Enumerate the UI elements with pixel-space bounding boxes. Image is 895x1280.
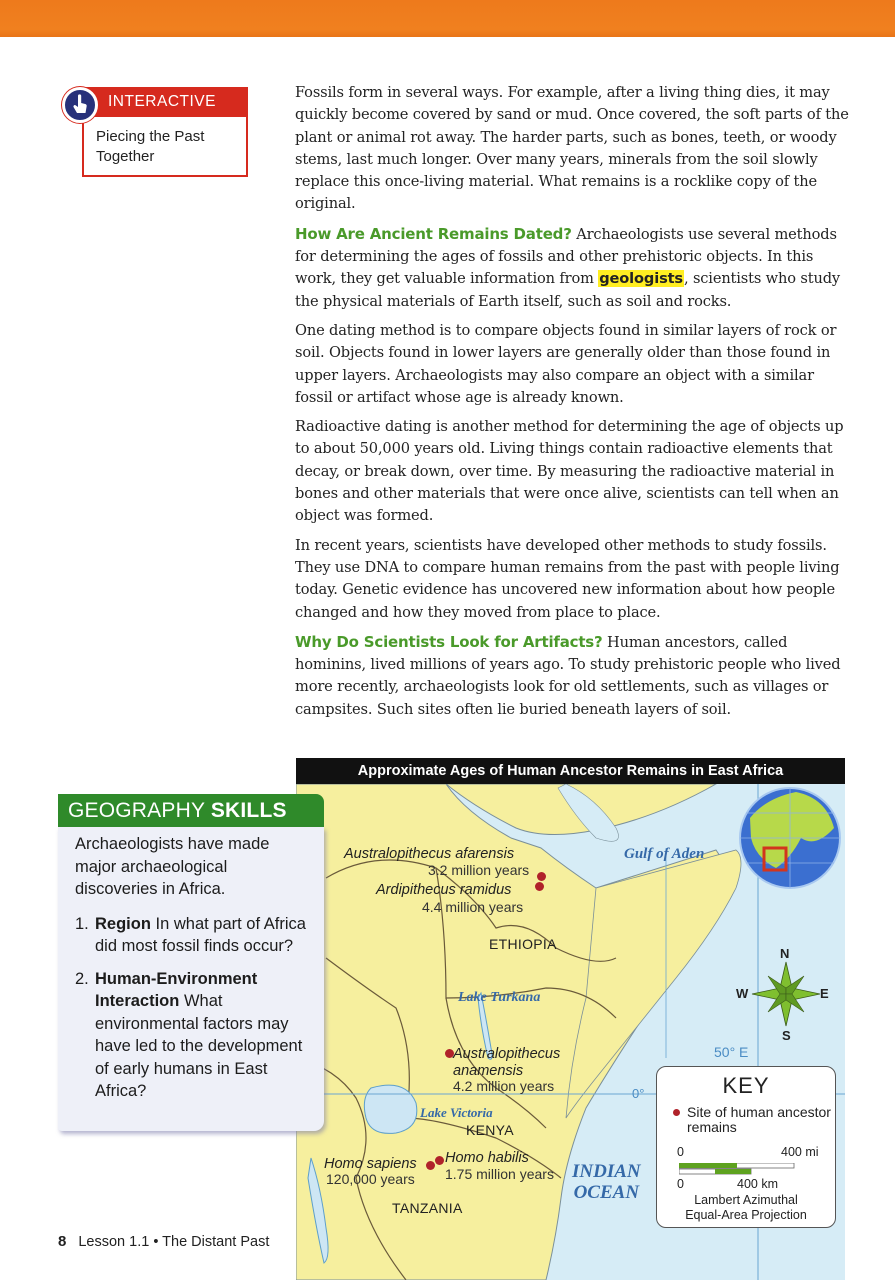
scale-mi-end: 400 mi: [781, 1145, 819, 1159]
label-age-habilis: 1.75 million years: [445, 1166, 554, 1182]
label-lake-victoria: Lake Victoria: [420, 1105, 493, 1120]
site-marker-afarensis[interactable]: [537, 872, 546, 881]
label-gulf-of-aden: Gulf of Aden: [624, 846, 705, 862]
section-heading-artifacts: Why Do Scientists Look for Artifacts?: [295, 632, 603, 651]
label-age-afarensis: 3.2 million years: [428, 862, 530, 878]
label-meridian-50e: 50° E: [714, 1044, 749, 1060]
geography-skills-title: [58, 794, 324, 827]
label-equator: 0°: [632, 1086, 645, 1101]
paragraph-dna: In recent years, scientists have developed other methods to study fossils. They use DNA to compare human remains from the past with people living today. Genetic evidence has uncovered new information about how people changed and how they moved from place to place.: [295, 536, 840, 621]
label-kenya: KENYA: [466, 1122, 514, 1138]
title-bold: SKILLS: [210, 799, 287, 822]
site-marker-ramidus[interactable]: [535, 882, 544, 891]
section-heading-dating: How Are Ancient Remains Dated?: [295, 224, 572, 243]
paragraph-artifacts: [295, 631, 850, 721]
scale-bar: [679, 1163, 799, 1175]
interactive-title[interactable]: [82, 117, 248, 177]
projection-line1: Lambert Azimuthal: [694, 1193, 798, 1207]
question-number: 1.: [75, 914, 89, 933]
compass-w: W: [736, 986, 749, 1001]
compass-s: S: [782, 1028, 791, 1043]
page-number: 8: [58, 1233, 67, 1250]
locator-globe-icon: [740, 788, 840, 888]
title-regular: GEOGRAPHY: [68, 799, 211, 822]
question-theme: Region: [95, 914, 151, 933]
interactive-callout[interactable]: [62, 87, 248, 177]
vocab-term-geologists[interactable]: geologists: [599, 270, 683, 288]
question-text: What environmental factors may have led to the development of early humans in East Africa?: [95, 992, 303, 1100]
label-ethiopia: ETHIOPIA: [489, 936, 557, 952]
interactive-title-line1: Piecing the Past: [96, 128, 205, 145]
paragraph-radioactive: Radioactive dating is another method for determining the age of objects up to about 50,000 years old. Living things contain radioactive elements that decay, or break down, over time. By measuring the radioactive material in bones and other materials that were once alive, scientists can tell when an object was formed.: [295, 418, 844, 525]
key-item-site: [673, 1105, 835, 1135]
interactive-label: INTERACTIVE: [82, 87, 248, 117]
compass-n: N: [780, 946, 790, 961]
map-key: [656, 1066, 836, 1228]
projection-line2: Equal-Area Projection: [685, 1208, 807, 1222]
label-site-afarensis: Australopithecus afarensis: [344, 846, 515, 862]
label-age-sapiens: 120,000 years: [326, 1171, 415, 1187]
question-number: 2.: [75, 969, 89, 988]
dating-text-start: Archaeologists use several methods for determining the ages of fossils and other prehistoric objects. In this work, they get valuable information from: [295, 225, 837, 288]
question-theme: Human-Environment Interaction: [95, 969, 258, 1010]
ocean-line1: INDIAN: [572, 1161, 641, 1182]
scale-km-end: 400 km: [737, 1177, 778, 1191]
geography-intro: Archaeologists have made major archaeological discoveries in Africa.: [75, 835, 270, 898]
compass-rose-icon: [730, 944, 840, 1044]
label-site-anamensis: Australopithecus: [453, 1046, 561, 1062]
label-site-habilis: Homo habilis: [445, 1150, 529, 1166]
question-text: In what part of Africa did most fossil finds occur?: [95, 914, 306, 955]
paragraph-fossils: Fossils form in several ways. For example, after a living thing dies, it may quickly become covered by sand or mud. Once covered, the soft parts of the plant or animal rot away. The harder parts, such as bones, teeth, or woody stems, last much longer. Over many years, minerals from the soil slowly replace this once-living material. What remains is a rocklike copy of the original.: [295, 84, 849, 213]
map-title: Approximate Ages of Human Ancestor Remains in East Africa: [296, 758, 845, 784]
projection-note: [657, 1193, 835, 1223]
lesson-title: Lesson 1.1 • The Distant Past: [78, 1234, 270, 1250]
interactive-title-line2: Together: [96, 148, 155, 165]
chapter-color-band: [0, 0, 895, 37]
main-text-column: [295, 82, 850, 728]
dating-text-end: , scientists who study the physical materials of Earth itself, such as soil and rocks.: [295, 270, 840, 310]
key-title: KEY: [722, 1073, 770, 1098]
paragraph-layers: One dating method is to compare objects found in similar layers of rock or soil. Objects found in lower layers are generally older than those found in upper layers. Archaeologists may also compare an object with a similar fossil or artifact whose age is already known.: [295, 321, 837, 406]
key-item-label: Site of human ancestor remains: [687, 1104, 831, 1135]
label-site-sapiens: Homo sapiens: [324, 1156, 417, 1172]
scale-km-start: 0: [677, 1177, 684, 1191]
question-human-environment: [75, 968, 314, 1103]
label-tanzania: TANZANIA: [392, 1200, 463, 1216]
site-dot-icon: [673, 1109, 680, 1116]
scale-mi-start: 0: [677, 1145, 684, 1159]
ocean-line2: OCEAN: [573, 1182, 640, 1203]
compass-e: E: [820, 986, 829, 1001]
paragraph-dating: [295, 223, 850, 313]
hand-pointer-icon: [62, 87, 98, 123]
site-marker-sapiens[interactable]: [426, 1161, 435, 1170]
label-site-anamensis-2: anamensis: [453, 1063, 524, 1079]
label-indian-ocean: [572, 1161, 641, 1203]
question-region: [75, 913, 314, 958]
label-age-ramidus: 4.4 million years: [422, 899, 524, 915]
geography-skills-panel: [58, 794, 324, 1131]
site-marker-habilis[interactable]: [435, 1156, 444, 1165]
label-age-anamensis: 4.2 million years: [453, 1078, 555, 1094]
page-footer: [58, 1233, 269, 1250]
label-lake-turkana: Lake Turkana: [458, 990, 541, 1005]
artifacts-text: Human ancestors, called hominins, lived millions of years ago. To study prehistoric people who lived more recently, archaeologists look for old settlements, such as villages or campsites. Such sites often lie buried beneath layers of soil.: [295, 633, 841, 718]
label-site-ramidus: Ardipithecus ramidus: [376, 882, 512, 898]
